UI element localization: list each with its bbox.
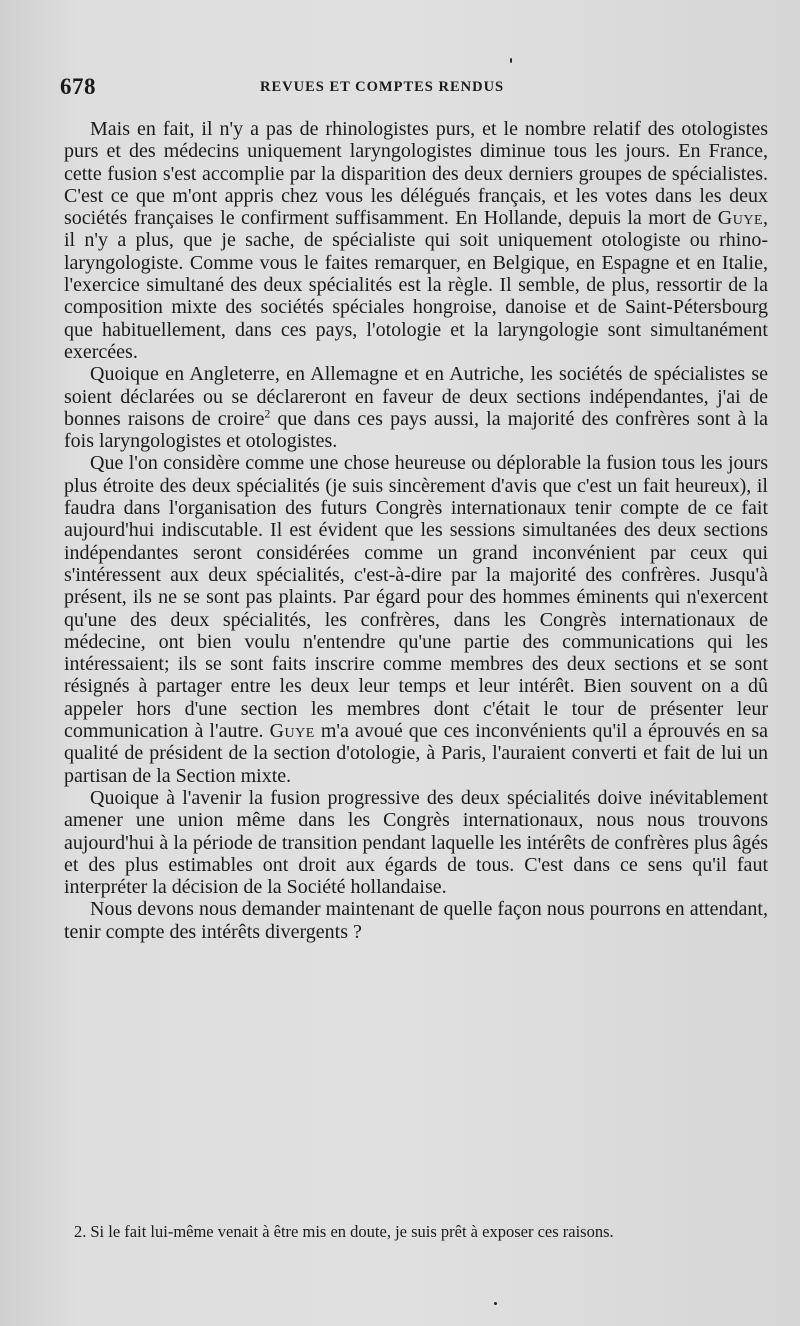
paragraph-2: Quoique en Angleterre, en Allemagne et en Autriche, les sociétés de spécialistes se soient déclarées ou se déclareront en faveur de deux sections indépendantes, j'ai de bonnes raisons de croire$^2$ que dans ces pays aussi, la majorité des confrères sont à la fois laryngologistes et otologistes.	[64, 363, 768, 453]
page-header	[60, 74, 750, 104]
footnote-number: 2.	[74, 1222, 87, 1241]
body-text	[64, 118, 768, 943]
page-number: 678	[60, 74, 96, 99]
footnote-reference[interactable]: 2	[264, 406, 271, 421]
print-speck	[494, 1302, 497, 1305]
author-name-guye: Guye	[717, 207, 763, 230]
footnote-text: Si le fait lui-même venait à être mis en doute, je suis prêt à exposer ces raisons.	[90, 1222, 614, 1241]
footnote	[74, 1222, 764, 1241]
author-name-guye: Guye	[269, 720, 315, 743]
paragraph-5: Nous devons nous demander maintenant de quelle façon nous pourrons en attendant, tenir compte des intérêts divergents ?	[64, 898, 768, 943]
print-speck	[510, 58, 512, 63]
paragraph-1: Mais en fait, il n'y a pas de rhinologistes purs, et le nombre relatif des otologistes purs et des médecins uniquement laryngologistes diminue tous les jours. En France, cette fusion s'est accomplie par la disparition des deux derniers groupes de spécialistes. C'est ce que m'ont appris chez vous les délégués français, et les votes dans les deux sociétés françaises le confirment suffisamment. En Hollande, depuis la mort de Guye, il n'y a plus, que je sache, de spécialiste qui soit uniquement otologiste ou rhino-laryngologiste. Comme vous le faites remarquer, en Belgique, en Espagne et en Italie, l'exercice simultané des deux spécialités est la règle. Il semble, de plus, ressortir de la composition mixte des sociétés spéciales hongroise, danoise et de Saint-Pétersbourg que habituellement, dans ces pays, l'otologie et la laryngologie sont simultanément exercées.	[64, 118, 768, 363]
paragraph-3: Que l'on considère comme une chose heureuse ou déplorable la fusion tous les jours plus étroite des deux spécialités (je suis sincèrement d'avis que c'est un fait heureux), il faudra dans l'organisation des futurs Congrès internationaux tenir compte de ce fait aujourd'hui indiscutable. Il est évident que les sessions simultanées des deux sections indépendantes seront considérées comme un grand inconvénient par ceux qui s'intéressent aux deux spécialités, c'est-à-dire par la majorité des confrères. Jusqu'à présent, ils ne se sont pas plaints. Par égard pour des hommes éminents qui n'exercent qu'une des deux spécialités, les confrères, dans les Congrès internationaux de médecine, ont bien voulu n'entendre qu'une partie des communications qui les intéressaient; ils se sont faits inscrire comme membres des deux sections et se sont résignés à partager entre les deux leur temps et leur intérêt. Bien souvent on a dû appeler hors d'une section les membres dont c'était le tour de présenter leur communication à l'autre. Guye m'a avoué que ces inconvénients qu'il a éprouvés en sa qualité de président de la section d'otologie, à Paris, l'auraient converti et fait de lui un partisan de la Section mixte.	[64, 452, 768, 787]
running-head: REVUES ET COMPTES RENDUS	[260, 79, 505, 95]
paragraph-4: Quoique à l'avenir la fusion progressive des deux spécialités doive inévitablement amener une union même dans les Congrès internationaux, nous nous trouvons aujourd'hui à la période de transition pendant laquelle les intérêts de confrères plus âgés et des plus estimables ont droit aux égards de tous. C'est dans ce sens qu'il faut interpréter la décision de la Société hollandaise.	[64, 786, 768, 899]
